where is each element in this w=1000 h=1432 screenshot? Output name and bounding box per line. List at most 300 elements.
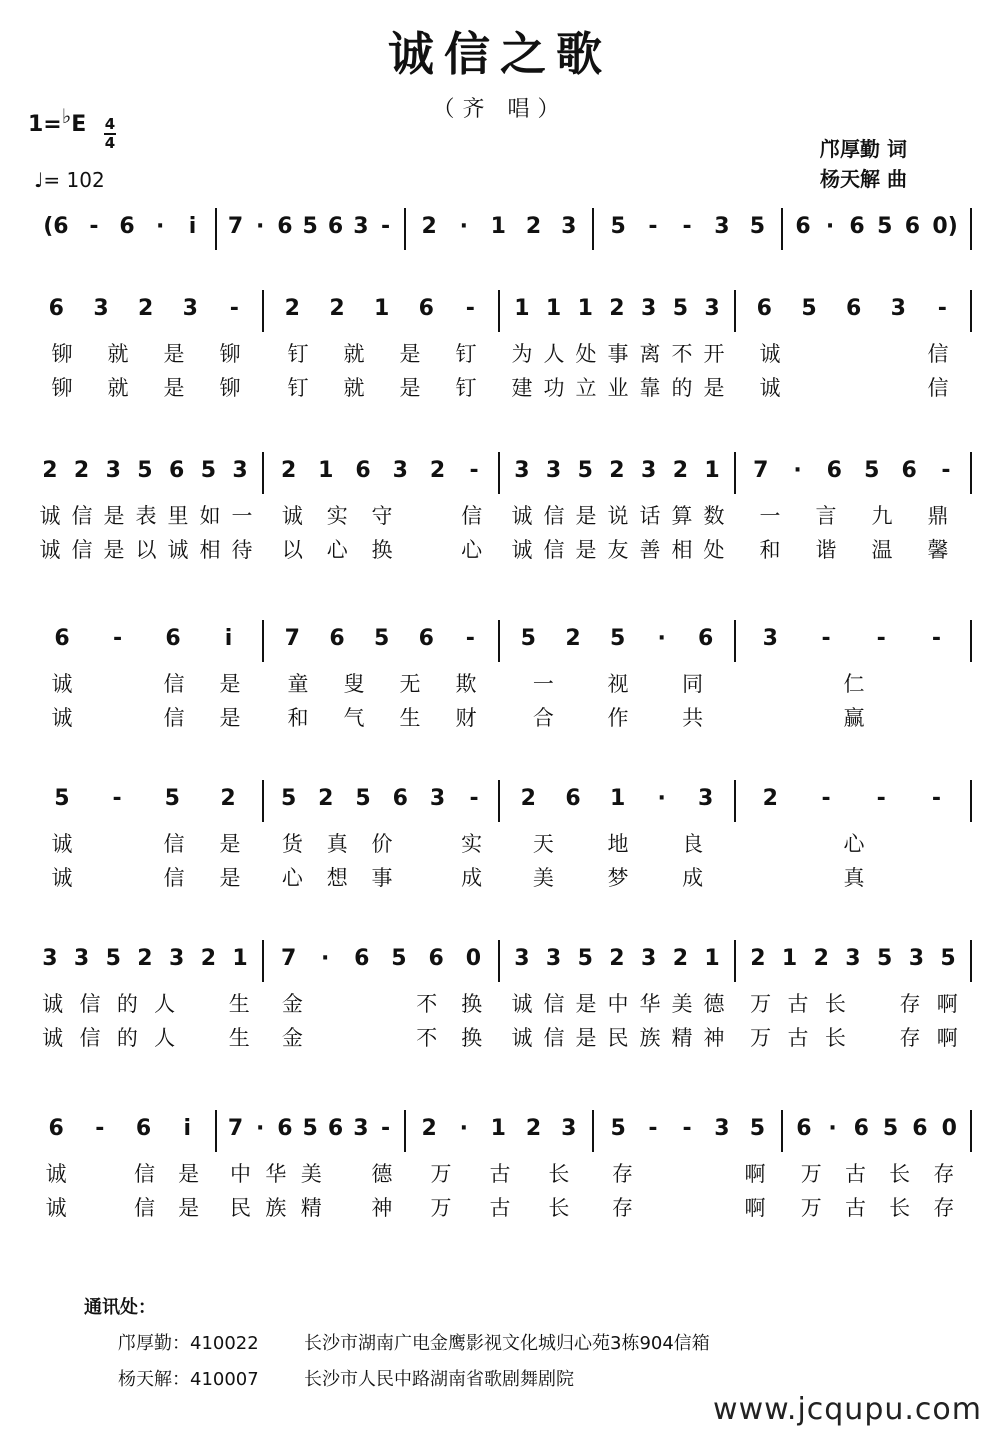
note: 3 <box>182 296 198 321</box>
lyric-segment: 为 人 处 事 离 不 开 <box>511 342 725 366</box>
measure <box>264 296 498 321</box>
note: 2 <box>525 1116 542 1141</box>
note: 2 <box>520 786 536 811</box>
barline <box>970 1110 972 1152</box>
note: (6 <box>43 214 69 239</box>
note: - <box>648 214 658 239</box>
lyric-segment: 童 叟 无 欺 <box>287 672 477 696</box>
lyric-segment: 万 古 长 <box>430 1196 570 1220</box>
note: - <box>931 786 941 811</box>
flat-icon: ♭ <box>61 104 72 128</box>
note: 6 <box>795 214 811 239</box>
note: - <box>112 786 122 811</box>
note: 3 <box>169 946 185 971</box>
lyric-segment: 诚 信 是 <box>45 1162 200 1186</box>
lyric-segment: 钉 就 是 钉 <box>287 376 477 400</box>
score-line <box>28 458 972 562</box>
note: 2 <box>609 296 625 321</box>
measure <box>783 1116 970 1141</box>
lyrics-verse-1 <box>28 668 972 698</box>
note: 3 <box>714 1116 730 1141</box>
note: · <box>657 626 666 651</box>
note: 6 <box>354 946 370 971</box>
note: i <box>224 626 233 651</box>
note: - <box>648 1116 658 1141</box>
barline <box>970 780 972 822</box>
performance-note: （齐 唱） <box>432 97 568 122</box>
note: 6 <box>796 1116 812 1141</box>
contact-block <box>84 1290 710 1398</box>
lyrics-verse-1 <box>28 500 972 530</box>
lyric-segment: 诚 信 是 <box>51 672 241 696</box>
note: - <box>937 296 947 321</box>
note: 3 <box>641 946 657 971</box>
note: 7 <box>284 626 300 651</box>
note: 5 <box>302 1116 318 1141</box>
score-line <box>28 296 972 400</box>
contact-row <box>84 1362 710 1398</box>
note: 3 <box>641 458 657 483</box>
time-signature <box>104 116 116 152</box>
measure <box>28 626 262 651</box>
measure <box>217 1116 404 1141</box>
contact-label: 通讯处： <box>84 1297 156 1318</box>
lyric-segment: 中 华 美 德 <box>229 1162 393 1186</box>
note: 2 <box>609 458 625 483</box>
note: i <box>188 214 197 239</box>
key-label: 1= <box>28 112 62 137</box>
note: · <box>828 1116 837 1141</box>
note: - <box>821 626 831 651</box>
note: 5 <box>610 1116 626 1141</box>
note: 5 <box>940 946 956 971</box>
note: - <box>469 786 479 811</box>
lyrics-verse-2 <box>28 702 972 732</box>
note: 1 <box>373 296 390 321</box>
note: 3 <box>561 1116 577 1141</box>
lyric-segment: 诚 信 是 说 话 算 数 <box>511 504 725 528</box>
barline <box>970 208 972 250</box>
note: 3 <box>105 458 121 483</box>
note: 2 <box>329 296 345 321</box>
note: 2 <box>220 786 236 811</box>
credits <box>820 134 907 194</box>
note: 6 <box>392 786 408 811</box>
note: · <box>825 214 835 239</box>
lyric-segment: 诚 信 是 表 里 如 一 <box>39 504 253 528</box>
measure <box>28 458 262 483</box>
note: 5 <box>864 458 880 483</box>
note: - <box>682 214 692 239</box>
note: 6 <box>119 214 135 239</box>
note: 5 <box>302 214 318 239</box>
note: · <box>459 1116 468 1141</box>
lyric-segment: 民 族 精 神 <box>229 1196 393 1220</box>
note: · <box>255 1116 265 1141</box>
note: 5 <box>882 1116 899 1141</box>
measure <box>264 786 498 811</box>
note-row <box>28 1116 972 1150</box>
note: - <box>229 296 239 321</box>
note: 5 <box>391 946 407 971</box>
note: 6 <box>135 1116 152 1141</box>
note: - <box>113 626 123 651</box>
note: 2 <box>73 458 90 483</box>
lyric-segment: 诚 信 是 民 族 精 神 <box>511 1026 725 1050</box>
measure <box>264 458 498 483</box>
composer-credit: 杨天解 曲 <box>820 167 907 191</box>
lyric-segment: 赢 <box>843 706 865 730</box>
tempo-marking: ♩= 102 <box>34 168 105 192</box>
lyric-segment: 金 不 换 <box>281 992 483 1016</box>
note: 1 <box>609 786 626 811</box>
note: 1 <box>577 296 593 321</box>
note: - <box>465 626 475 651</box>
note: 6 <box>48 296 64 321</box>
note: 5 <box>137 458 153 483</box>
time-bottom: 4 <box>104 134 116 152</box>
contact-address: 长沙市人民中路湖南省歌剧舞剧院 <box>304 1369 574 1390</box>
lyric-segment: 仁 <box>843 672 865 696</box>
lyric-segment: 货 真 价 实 <box>281 832 483 856</box>
lyric-segment: 诚 信 是 <box>45 1196 200 1220</box>
note: - <box>465 296 475 321</box>
site-watermark: www.jcqupu.com <box>713 1392 982 1427</box>
note: 5 <box>877 946 893 971</box>
lyric-segment: 一 视 同 <box>532 672 704 696</box>
lyric-segment: 一 言 九 鼎 <box>759 504 949 528</box>
lyric-segment: 万 古 长 <box>430 1162 570 1186</box>
note: 2 <box>284 296 300 321</box>
note: 3 <box>561 214 577 239</box>
note: 2 <box>813 946 829 971</box>
note: 7 <box>753 458 769 483</box>
note: - <box>380 214 391 239</box>
note: 6 <box>418 296 434 321</box>
barline <box>970 620 972 662</box>
lyrics-verse-1 <box>28 1158 972 1188</box>
note: 1 <box>781 946 798 971</box>
measure <box>736 458 970 483</box>
note: 5 <box>749 214 766 239</box>
note: 3 <box>704 296 720 321</box>
intro-row <box>28 214 972 248</box>
note: 6 <box>54 626 70 651</box>
note: 3 <box>845 946 861 971</box>
measure <box>264 946 498 971</box>
note: 3 <box>392 458 408 483</box>
note: 6 <box>756 296 772 321</box>
lyric-segment: 金 不 换 <box>281 1026 483 1050</box>
lyric-segment: 合 作 共 <box>532 706 704 730</box>
note: 3 <box>714 214 730 239</box>
score-line <box>28 1116 972 1220</box>
lyric-segment: 诚 信 是 <box>51 706 241 730</box>
measure <box>736 296 970 321</box>
lyric-segment: 诚 信 的 人 生 <box>42 992 250 1016</box>
note: 1 <box>490 1116 506 1141</box>
note: 6 <box>355 458 371 483</box>
contact-row <box>84 1326 710 1362</box>
note: 3 <box>514 946 530 971</box>
lyric-segment: 铆 就 是 铆 <box>51 342 241 366</box>
lyric-segment: 万 古 长 存 啊 <box>750 992 958 1016</box>
time-top: 4 <box>104 115 116 133</box>
measure <box>28 214 215 239</box>
note: 2 <box>672 946 689 971</box>
measure <box>28 946 262 971</box>
lyric-segment: 万 古 长 存 啊 <box>750 1026 958 1050</box>
note: 3 <box>429 786 446 811</box>
note: 1 <box>514 296 530 321</box>
note: i <box>183 1116 191 1141</box>
lyrics-verse-2 <box>28 862 972 892</box>
note: 5 <box>373 626 390 651</box>
note: · <box>793 458 802 483</box>
note: · <box>255 214 265 239</box>
note: 1 <box>704 458 720 483</box>
note: 5 <box>520 626 536 651</box>
note: 6 <box>853 1116 869 1141</box>
note: 3 <box>73 946 90 971</box>
note: 3 <box>545 946 562 971</box>
score-line <box>28 946 972 1050</box>
note: 3 <box>890 296 906 321</box>
lyric-segment: 诚 实 守 信 <box>281 504 483 528</box>
note: 5 <box>577 458 593 483</box>
lyric-segment: 真 <box>843 866 865 890</box>
note: 6 <box>327 1116 344 1141</box>
note: 1 <box>232 946 248 971</box>
lyric-segment: 万 古 长 存 <box>800 1162 955 1186</box>
note: 5 <box>105 946 121 971</box>
note: 3 <box>697 786 714 811</box>
measure <box>28 786 262 811</box>
note: 2 <box>318 786 334 811</box>
note: 6 <box>565 786 581 811</box>
note: 2 <box>137 946 153 971</box>
note: 3 <box>545 458 562 483</box>
lyric-segment: 心 想 事 成 <box>281 866 483 890</box>
note-row <box>28 626 972 660</box>
note: 3 <box>42 946 58 971</box>
note: 0) <box>932 214 958 239</box>
lyric-segment: 建 功 立 业 靠 的 是 <box>511 376 725 400</box>
note-row <box>28 946 972 980</box>
note: 1 <box>704 946 720 971</box>
lyric-segment: 钉 就 是 钉 <box>287 342 477 366</box>
lyric-segment: 铆 就 是 铆 <box>51 376 241 400</box>
note: 7 <box>227 1116 244 1141</box>
lyrics-verse-2 <box>28 534 972 564</box>
note: 6 <box>418 626 434 651</box>
note: 2 <box>421 214 437 239</box>
measure <box>217 214 404 239</box>
note: 6 <box>277 1116 293 1141</box>
note: 3 <box>908 946 925 971</box>
note: - <box>931 626 941 651</box>
note: 5 <box>877 214 893 239</box>
note: 2 <box>280 458 297 483</box>
measure <box>500 626 734 651</box>
note: 2 <box>672 458 689 483</box>
note: 5 <box>801 296 817 321</box>
note: 6 <box>428 946 444 971</box>
note: 5 <box>749 1116 766 1141</box>
lyric-segment: 和 谐 温 馨 <box>759 538 949 562</box>
note: 6 <box>277 214 293 239</box>
note: 2 <box>421 1116 437 1141</box>
lyric-segment: 诚 信 <box>759 342 949 366</box>
note: 3 <box>353 1116 369 1141</box>
note: 6 <box>826 458 842 483</box>
note: 2 <box>429 458 446 483</box>
lyrics-verse-2 <box>28 372 972 402</box>
note: 6 <box>849 214 865 239</box>
key-signature <box>28 104 87 137</box>
note: 3 <box>353 214 369 239</box>
note: 2 <box>565 626 581 651</box>
note: 2 <box>137 296 154 321</box>
note-row <box>28 458 972 492</box>
note: 5 <box>577 946 593 971</box>
note: 2 <box>750 946 766 971</box>
note-row <box>28 786 972 820</box>
note: - <box>941 458 951 483</box>
note: - <box>876 786 886 811</box>
note: 6 <box>48 1116 64 1141</box>
barline <box>970 452 972 494</box>
note: 6 <box>901 458 917 483</box>
score-line <box>28 626 972 730</box>
lyric-segment: 诚 信 是 以 诚 相 待 <box>39 538 253 562</box>
note: 3 <box>641 296 657 321</box>
lyric-segment: 诚 信 是 中 华 美 德 <box>511 992 725 1016</box>
lyrics-verse-2 <box>28 1022 972 1052</box>
lyric-segment: 和 气 生 财 <box>287 706 477 730</box>
key-note: E <box>71 112 87 137</box>
measure <box>406 214 593 239</box>
note: 7 <box>280 946 297 971</box>
lyric-segment: 诚 信 是 <box>51 832 241 856</box>
note: 2 <box>200 946 217 971</box>
note: 6 <box>904 214 921 239</box>
contact-name-code: 杨天解：410007 <box>118 1369 259 1390</box>
lyrics-verse-1 <box>28 828 972 858</box>
note: 1 <box>545 296 562 321</box>
lyrics-verse-1 <box>28 988 972 1018</box>
note: - <box>380 1116 391 1141</box>
measure <box>736 786 970 811</box>
barline <box>970 940 972 982</box>
lyric-segment: 存 啊 <box>611 1162 766 1186</box>
note: 0 <box>941 1116 957 1141</box>
note: 2 <box>525 214 542 239</box>
lyric-segment: 诚 信 <box>759 376 949 400</box>
lyric-segment: 以 心 换 心 <box>281 538 483 562</box>
lyric-segment: 诚 信 是 友 善 相 处 <box>511 538 725 562</box>
note: 2 <box>762 786 778 811</box>
lyric-segment: 万 古 长 存 <box>800 1196 955 1220</box>
note: 3 <box>93 296 109 321</box>
note: 6 <box>912 1116 928 1141</box>
note: 3 <box>762 626 778 651</box>
measure <box>736 946 970 971</box>
note: · <box>657 786 666 811</box>
note: 6 <box>169 458 185 483</box>
note: 1 <box>490 214 506 239</box>
measure <box>264 626 498 651</box>
note: 5 <box>610 214 626 239</box>
note-row <box>28 296 972 330</box>
lyric-segment: 存 啊 <box>611 1196 766 1220</box>
note: - <box>821 786 831 811</box>
note: · <box>459 214 468 239</box>
lyrics-verse-1 <box>28 338 972 368</box>
lyric-segment: 美 梦 成 <box>532 866 704 890</box>
note: 5 <box>164 786 180 811</box>
intro-notes <box>28 214 972 248</box>
note: 5 <box>672 296 689 321</box>
note: 6 <box>697 626 714 651</box>
lyric-segment: 诚 信 是 <box>51 866 241 890</box>
measure <box>594 1116 781 1141</box>
note: 5 <box>54 786 70 811</box>
note: 6 <box>845 296 862 321</box>
note: 3 <box>232 458 248 483</box>
measure <box>406 1116 593 1141</box>
note: 5 <box>280 786 297 811</box>
note: · <box>155 214 165 239</box>
note: - <box>469 458 479 483</box>
lyricist-credit: 邝厚勤 词 <box>820 137 907 161</box>
measure <box>500 946 734 971</box>
note: 2 <box>609 946 625 971</box>
note: 6 <box>165 626 181 651</box>
note: 5 <box>355 786 371 811</box>
measure <box>783 214 970 239</box>
note: 6 <box>327 214 344 239</box>
lyric-segment: 诚 信 的 人 生 <box>42 1026 250 1050</box>
note: 5 <box>200 458 217 483</box>
note: 5 <box>609 626 626 651</box>
barline <box>970 290 972 332</box>
note: 6 <box>329 626 345 651</box>
lyric-segment: 天 地 良 <box>532 832 704 856</box>
note: - <box>682 1116 692 1141</box>
note: · <box>320 946 330 971</box>
note: - <box>876 626 886 651</box>
lyric-segment: 心 <box>843 832 865 856</box>
note: - <box>89 214 99 239</box>
score-line <box>28 786 972 890</box>
note: - <box>95 1116 105 1141</box>
note: 3 <box>514 458 530 483</box>
measure <box>500 296 734 321</box>
measure <box>28 296 262 321</box>
lyrics-verse-2 <box>28 1192 972 1222</box>
note: 1 <box>318 458 334 483</box>
note: 0 <box>465 946 482 971</box>
measure <box>594 214 781 239</box>
measure <box>500 786 734 811</box>
contact-address: 长沙市湖南广电金鹰影视文化城归心苑3栋904信箱 <box>304 1333 710 1354</box>
contact-name-code: 邝厚勤：410022 <box>118 1333 259 1354</box>
measure <box>500 458 734 483</box>
note: 7 <box>227 214 244 239</box>
song-title: 诚信之歌 <box>388 27 612 81</box>
note: 2 <box>42 458 58 483</box>
